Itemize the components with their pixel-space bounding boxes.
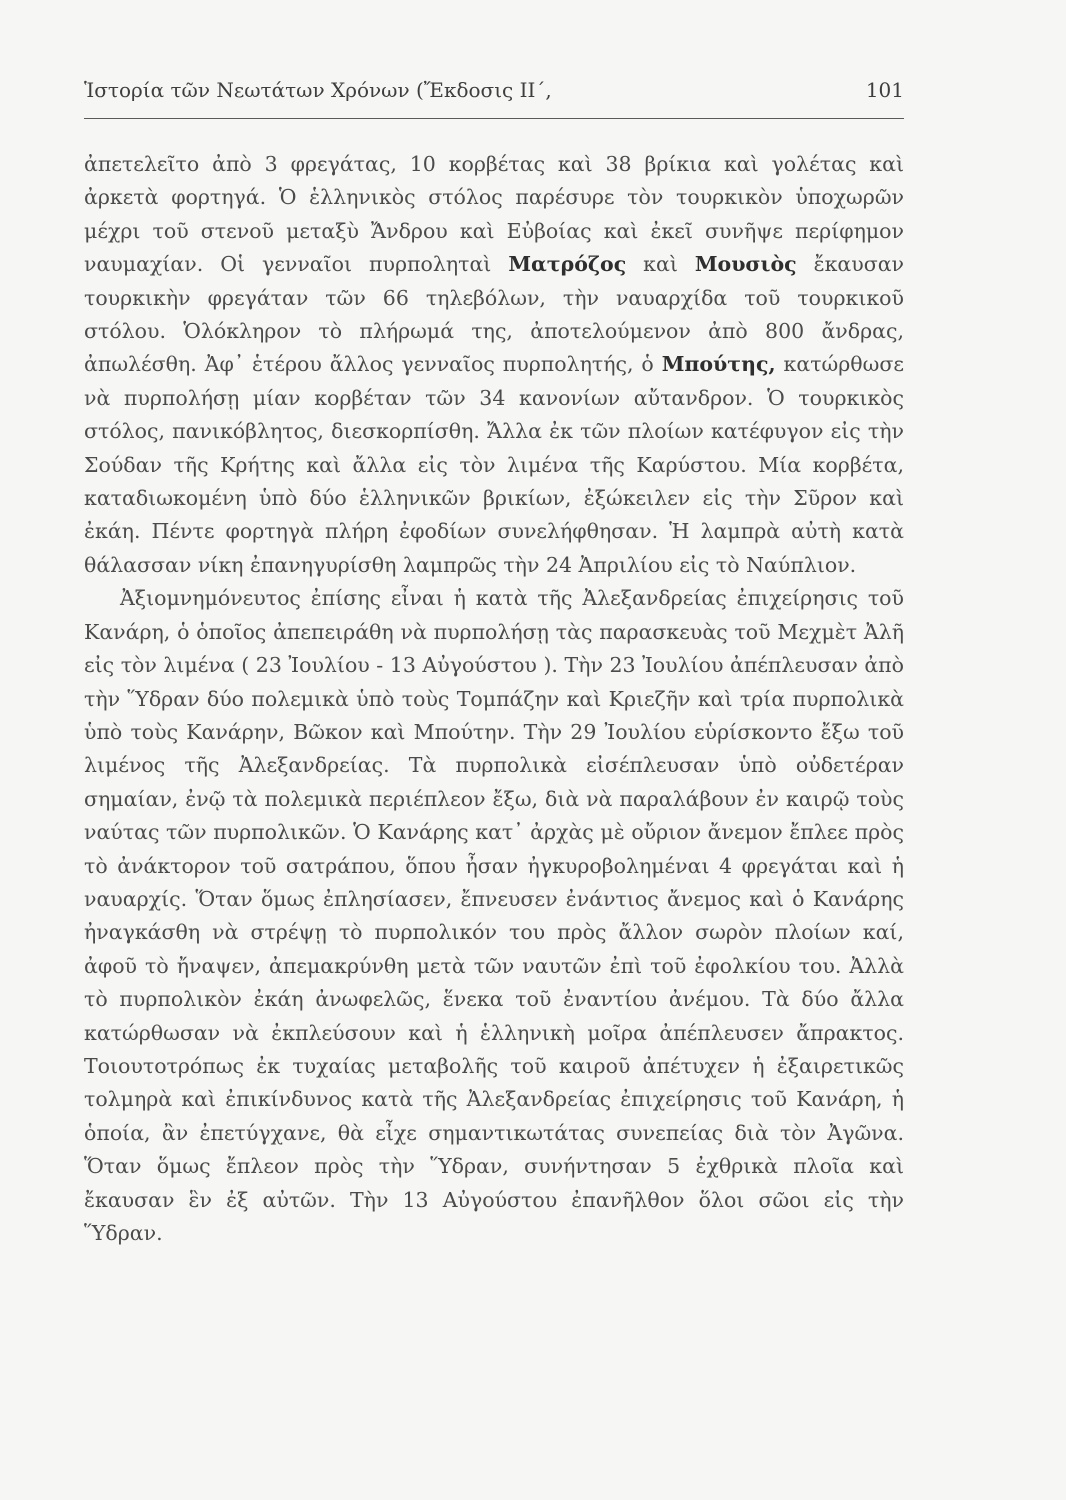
bold-name-boutis: Μπούτης, [661, 352, 776, 377]
paragraph-2: Ἀξιομνημόνευτος ἐπίσης εἶναι ἡ κατὰ τῆς Ἀλεξανδρείας ἐπιχείρησις τοῦ Κανάρη, ὁ ὁποῖος ἀπεπειράθη νὰ πυρπολήσῃ τὰς παρασκευὰς τοῦ Μεχμὲτ Ἀλῆ εἰς τὸν λιμένα ( 23 Ἰουλίου - 13 Αὐγούστου ). Τὴν 23 Ἰουλίου ἀπέπλευσαν ἀπὸ τὴν Ὕδραν δύο πολεμικὰ ὑπὸ τοὺς Τομπάζην καὶ Κριεζῆν καὶ τρία πυρπολικὰ ὑπὸ τοὺς Κανάρην, Βῶκον καὶ Μπούτην. Τὴν 29 Ἰουλίου εὑρίσκοντο ἔξω τοῦ λιμένος τῆς Ἀλεξανδρείας. Τὰ πυρπολικὰ εἰσέπλευσαν ὑπὸ οὐδετέραν σημαίαν, ἐνῷ τὰ πολεμικὰ περιέπλεον ἔξω, διὰ νὰ παραλάβουν ἐν καιρῷ τοὺς ναύτας τῶν πυρπολικῶν. Ὁ Κανάρης κατ᾽ ἀρχὰς μὲ οὔριον ἄνεμον ἔπλεε πρὸς τὸ ἀνάκτορον τοῦ σατράπου, ὅπου ἦσαν ἠγκυροβολημέναι 4 φρεγάται καὶ ἡ ναυαρχίς. Ὅταν ὅμως ἐπλησίασεν, ἔπνευσεν ἐνάντιος ἄνεμος καὶ ὁ Κανάρης ἠναγκάσθη νὰ στρέψῃ τὸ πυρπολικόν του πρὸς ἄλλον σωρὸν πλοίων καί, ἀφοῦ τὸ ἤναψεν, ἀπεμακρύνθη μετὰ τῶν ναυτῶν ἐπὶ τοῦ ἐφολκίου του. Ἀλλὰ τὸ πυρπολικὸν ἐκάη ἀνωφελῶς, ἕνεκα τοῦ ἐναντίου ἀνέμου. Τὰ δύο ἄλλα κατώρθωσαν νὰ ἐκπλεύσουν καὶ ἡ ἑλληνικὴ μοῖρα ἀπέπλευσεν ἄπρακτος. Τοιουτοτρόπως ἐκ τυχαίας μεταβολῆς τοῦ καιροῦ ἀπέτυχεν ἡ ἐξαιρετικῶς τολμηρὰ καὶ ἐπικίνδυνος κατὰ τῆς Ἀλεξανδρείας ἐπιχείρησις τοῦ Κανάρη, ἡ ὁποία, ἂν ἐπετύγχανε, θὰ εἶχε σημαντικωτάτας συνεπείας διὰ τὸν Ἀγῶνα. Ὅταν ὅμως ἔπλεον πρὸς τὴν Ὕδραν, συνήντησαν 5 ἐχθρικὰ πλοῖα καὶ ἔκαυσαν ἓν ἐξ αὐτῶν. Τὴν 13 Αὐγούστου ἐπανῆλθον ὅλοι σῶοι εἰς τὴν Ὕδραν. [84, 586, 904, 1245]
running-header [84, 74, 904, 114]
bold-name-matrozos: Ματρόζος [508, 252, 627, 277]
body-text [84, 148, 904, 1250]
paragraph-1 [84, 148, 904, 582]
page-number: 101 [865, 78, 904, 102]
paragraph-1-part-4: κατώρθωσε νὰ πυρπολήσῃ μίαν κορβέταν τῶν 34 κανονίων αὔτανδρον. Ὁ τουρκικὸς στόλος, πανικόβλητος, διεσκορπίσθη. Ἄλλα ἐκ τῶν πλοίων κατέφυγον εἰς τὴν Σούδαν τῆς Κρήτης καὶ ἄλλα εἰς τὸν λιμένα τῆς Καρύστου. Μία κορβέτα, καταδιωκομένη ὑπὸ δύο ἑλληνικῶν βρικίων, ἐξώκειλεν εἰς τὴν Σῦρον καὶ ἐκάη. Πέντε φορτηγὰ πλήρη ἐφοδίων συνελήφθησαν. Ἡ λαμπρὰ αὐτὴ κατὰ θάλασσαν νίκη ἐπανηγυρίσθη λαμπρῶς τὴν 24 Ἀπριλίου εἰς τὸ Ναύπλιον. [84, 352, 904, 577]
header-divider [84, 118, 904, 119]
paragraph-1-part-2: καὶ [626, 252, 695, 277]
bold-name-mousios: Μουσιὸς [694, 252, 797, 277]
paragraph-1-part-1: ἀπετελεῖτο ἀπὸ 3 φρεγάτας, 10 κορβέτας καὶ 38 βρίκια καὶ γολέτας καὶ ἀρκετὰ φορτηγά. Ὁ ἑλληνικὸς στόλος παρέσυρε τὸν τουρκικὸν ὑποχωρῶν μέχρι τοῦ στενοῦ μεταξὺ Ἄνδρου καὶ Εὐβοίας καὶ ἐκεῖ συνῆψε περίφημον ναυμαχίαν. Οἱ γενναῖοι πυρποληταὶ [84, 152, 904, 277]
paragraph-1-part-3: ἔκαυσαν τουρκικὴν φρεγάταν τῶν 66 τηλεβόλων, τὴν ναυαρχίδα τοῦ τουρκικοῦ στόλου. Ὁλόκληρον τὸ πλήρωμά της, ἀποτελούμενον ἀπὸ 800 ἄνδρας, ἀπωλέσθη. Ἀφ᾽ ἑτέρου ἄλλος γενναῖος πυρπολητής, ὁ [84, 252, 904, 377]
header-title: Ἱστορία τῶν Νεωτάτων Χρόνων (Ἔκδοσις II΄, [84, 78, 552, 102]
